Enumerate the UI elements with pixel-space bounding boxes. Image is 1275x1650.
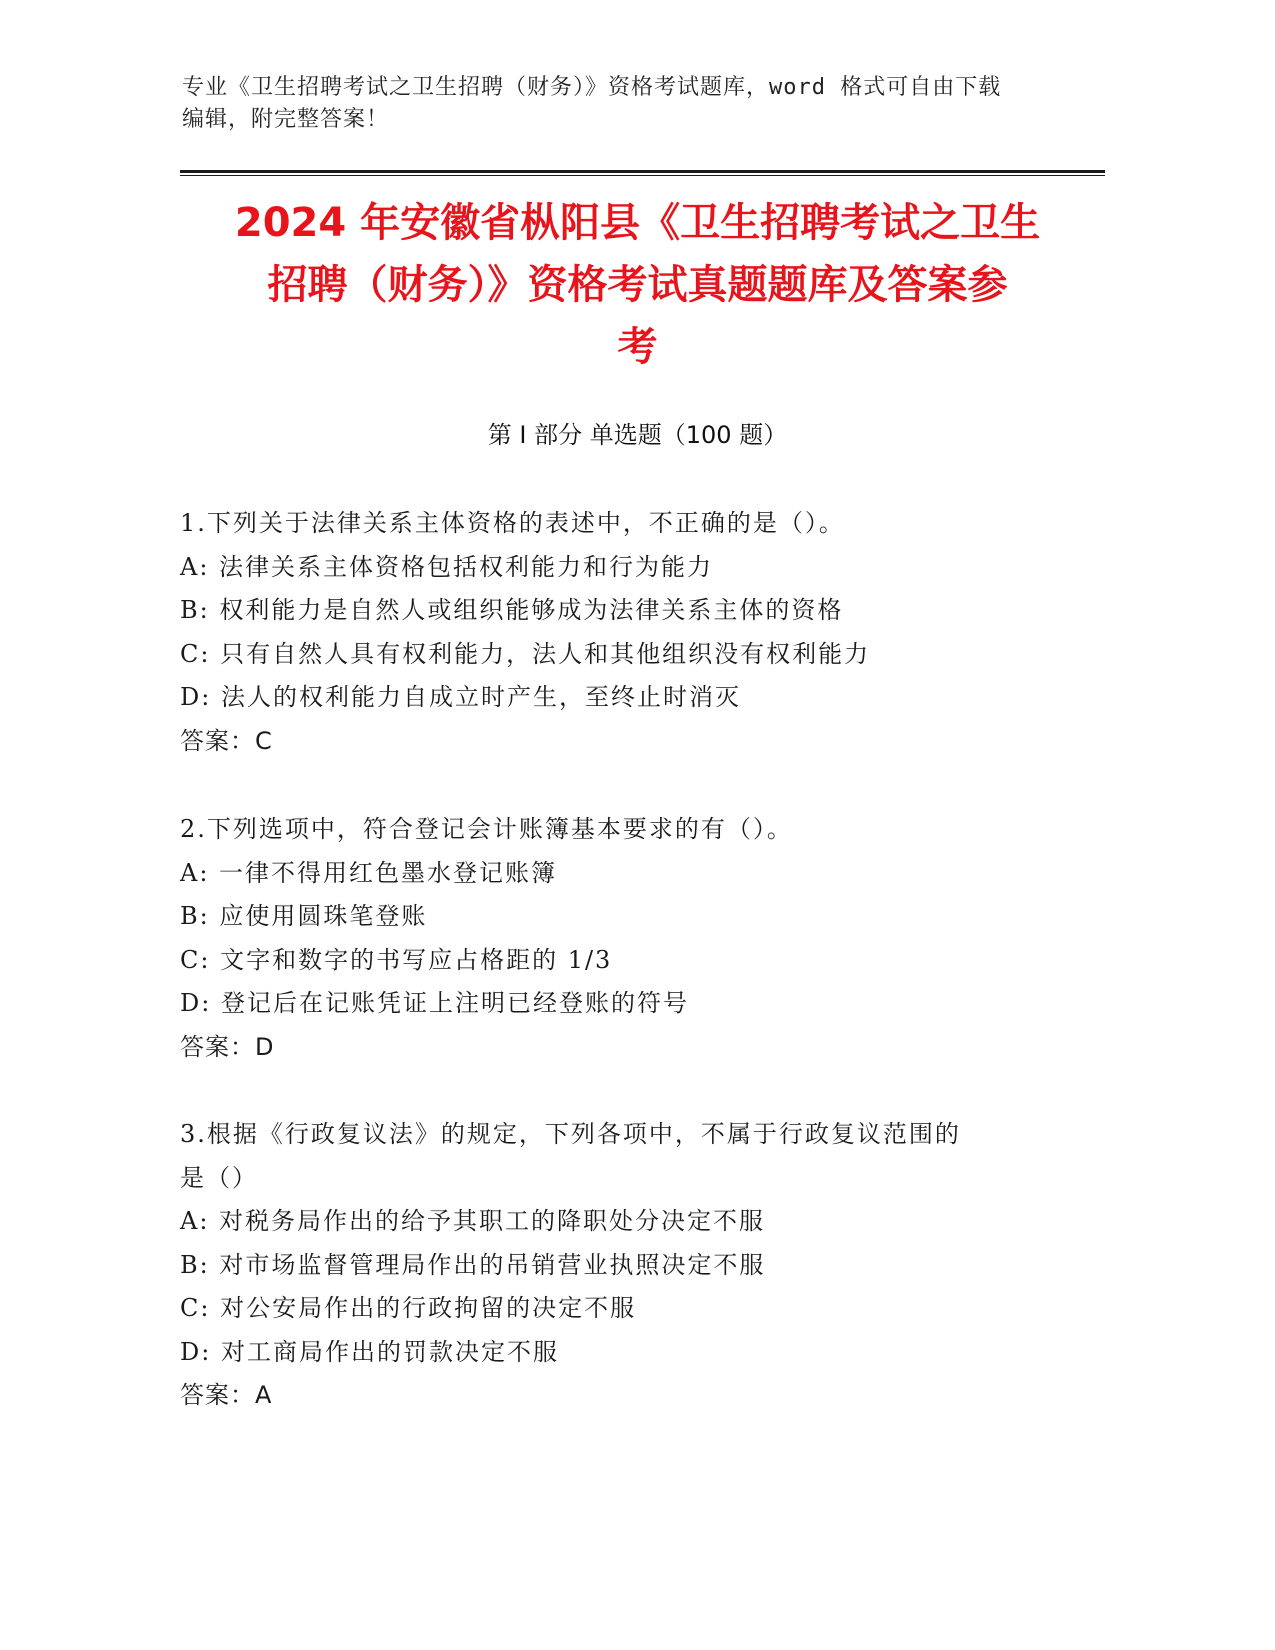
- question-stem-line-1: 3.根据《行政复议法》的规定，下列各项中，不属于行政复议范围的: [180, 1120, 961, 1148]
- option-b: B: 对市场监督管理局作出的吊销营业执照决定不服: [180, 1250, 766, 1279]
- option-a: A: 对税务局作出的给予其职工的降职处分决定不服: [180, 1207, 766, 1235]
- header-note: [182, 72, 1082, 136]
- header-rule-thin: [180, 175, 1105, 176]
- document-title-line-3: 考: [617, 324, 658, 370]
- option-b: B: 应使用圆珠笔登账: [180, 902, 428, 930]
- document-title-line-1: 2024 年安徽省枞阳县《卫生招聘考试之卫生: [234, 200, 1041, 246]
- option-d: D: 登记后在记账凭证上注明已经登账的符号: [180, 989, 689, 1017]
- header-rule-thick: [180, 170, 1105, 173]
- document-title-line-2: 招聘（财务）》资格考试真题题库及答案参: [267, 262, 1008, 308]
- header-note-line-1: 专业《卫生招聘考试之卫生招聘（财务）》资格考试题库，word 格式可自由下载: [182, 75, 1002, 100]
- option-d: D: 法人的权利能力自成立时产生，至终止时消灭: [180, 683, 741, 711]
- option-c: C: 文字和数字的书写应占格距的 1/3: [180, 945, 613, 974]
- option-a: A: 法律关系主体资格包括权利能力和行为能力: [180, 552, 714, 581]
- option-b: B: 权利能力是自然人或组织能够成为法律关系主体的资格: [180, 596, 844, 624]
- document-title: [150, 192, 1125, 378]
- question-2: [180, 808, 1100, 1069]
- header-note-line-2: 编辑，附完整答案！: [182, 107, 390, 132]
- question-3: [180, 1113, 1100, 1418]
- answer: 答案：A: [180, 1381, 273, 1409]
- question-stem-line-2: 是（）: [180, 1163, 258, 1192]
- question-stem: 2.下列选项中，符合登记会计账簿基本要求的有（）。: [180, 815, 793, 843]
- answer: 答案：C: [180, 726, 273, 755]
- option-a: A: 一律不得用红色墨水登记账簿: [180, 858, 558, 887]
- option-c: C: 只有自然人具有权利能力，法人和其他组织没有权利能力: [180, 639, 871, 668]
- section-title: 第 I 部分 单选题（100 题）: [487, 421, 788, 449]
- answer: 答案：D: [180, 1032, 275, 1061]
- question-stem: 1.下列关于法律关系主体资格的表述中，不正确的是（）。: [180, 509, 845, 537]
- option-d: D: 对工商局作出的罚款决定不服: [180, 1337, 559, 1366]
- question-1: [180, 502, 1100, 763]
- option-c: C: 对公安局作出的行政拘留的决定不服: [180, 1294, 637, 1322]
